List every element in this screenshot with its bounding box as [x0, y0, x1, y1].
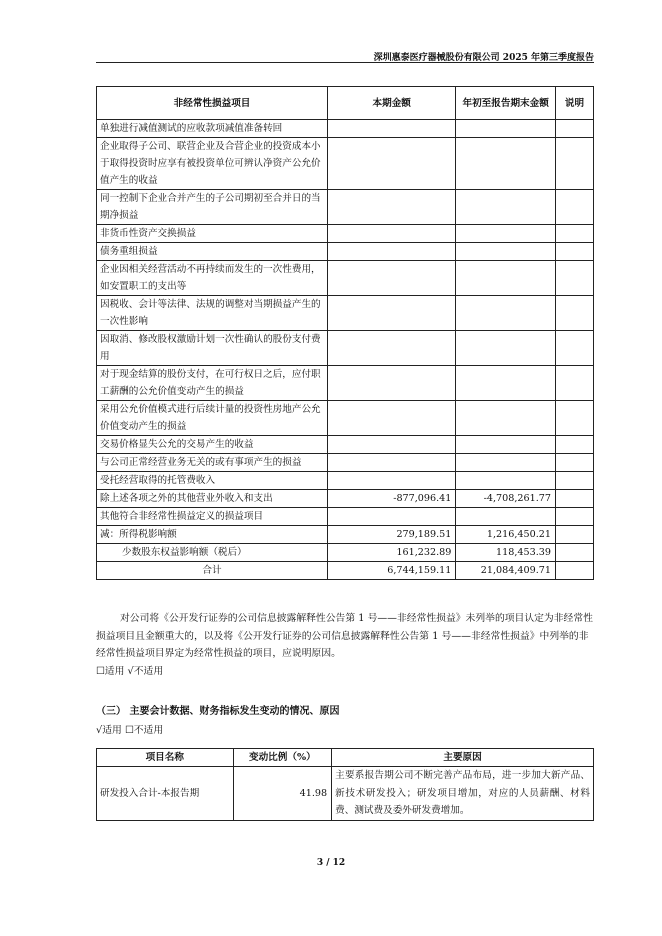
current-cell [328, 331, 456, 366]
item-cell: 除上述各项之外的其他营业外收入和支出 [97, 490, 328, 508]
current-cell [328, 366, 456, 401]
table-row [97, 243, 594, 261]
table-row [97, 767, 594, 821]
applicability-note: ☐适用 √不适用 [96, 666, 164, 677]
column-header-current: 本期金额 [328, 87, 456, 120]
ytd-cell [456, 120, 556, 138]
item-cell: 受托经营取得的托管费收入 [97, 472, 328, 490]
table-row [97, 296, 594, 331]
table-header-row [97, 87, 594, 120]
section-title: （三） 主要会计数据、财务指标发生变动的情况、原因 [96, 706, 340, 717]
page-number: 3 / 12 [316, 858, 346, 868]
item-cell: 非货币性资产交换损益 [97, 225, 328, 243]
column-header-item: 非经常性损益项目 [97, 87, 328, 120]
ytd-cell [456, 225, 556, 243]
ytd-cell [456, 401, 556, 436]
table-row [97, 526, 594, 544]
table-row [97, 401, 594, 436]
note-cell [555, 190, 593, 225]
current-cell [328, 261, 456, 296]
section-applicability: √适用 ☐不适用 [96, 725, 164, 736]
table-row [97, 225, 594, 243]
note-cell [555, 120, 593, 138]
item-cell: 因税收、会计等法律、法规的调整对当期损益产生的一次性影响 [97, 296, 328, 331]
current-cell [328, 243, 456, 261]
current-cell [328, 472, 456, 490]
item-cell: 与公司正常经营业务无关的或有事项产生的损益 [97, 454, 328, 472]
table-header-row [97, 749, 594, 767]
ytd-cell [456, 366, 556, 401]
ytd-cell [456, 243, 556, 261]
name-cell: 研发投入合计-本报告期 [97, 767, 234, 821]
ratio-cell: 41.98 [233, 767, 332, 821]
note-cell [555, 331, 593, 366]
item-cell: 债务重组损益 [97, 243, 328, 261]
current-cell [328, 508, 456, 526]
table-row [97, 454, 594, 472]
note-cell [555, 562, 593, 580]
table-row [97, 508, 594, 526]
ytd-cell [456, 508, 556, 526]
current-cell: 6,744,159.11 [328, 562, 456, 580]
current-cell [328, 296, 456, 331]
item-cell: 交易价格显失公允的交易产生的收益 [97, 436, 328, 454]
table-row [97, 366, 594, 401]
item-cell: 减：所得税影响额 [97, 526, 328, 544]
note-cell [555, 138, 593, 190]
table-row [97, 472, 594, 490]
note-cell [555, 544, 593, 562]
item-cell: 对于现金结算的股份支付，在可行权日之后，应付职工薪酬的公允价值变动产生的损益 [97, 366, 328, 401]
ytd-cell [456, 138, 556, 190]
column-header-reason: 主要原因 [332, 749, 594, 767]
table-row [97, 544, 594, 562]
ytd-cell [456, 261, 556, 296]
ytd-cell [456, 331, 556, 366]
current-cell [328, 225, 456, 243]
ytd-cell: 1,216,450.21 [456, 526, 556, 544]
table-row [97, 190, 594, 225]
page-header: 深圳惠泰医疗器械股份有限公司 2025 年第三季度报告 [373, 53, 594, 63]
table-row [97, 331, 594, 366]
table-row [97, 138, 594, 190]
item-cell: 同一控制下企业合并产生的子公司期初至合并日的当期净损益 [97, 190, 328, 225]
current-cell: 279,189.51 [328, 526, 456, 544]
item-cell: 少数股东权益影响额（税后） [97, 544, 328, 562]
ytd-cell: -4,708,261.77 [456, 490, 556, 508]
current-cell: -877,096.41 [328, 490, 456, 508]
total-row [97, 562, 594, 580]
ytd-cell [456, 472, 556, 490]
reason-cell: 主要系报告期公司不断完善产品布局，进一步加大新产品、新技术研发投入；研发项目增加，对应的人员薪酬、材料费、测试费及委外研发费增加。 [332, 767, 594, 821]
header-divider [96, 62, 594, 63]
explanation-paragraph: 对公司将《公开发行证券的公司信息披露解释性公告第 1 号——非经常性损益》未列举的项目认定为非经常性损益项目且金额重大的，以及将《公开发行证券的公司信息披露解释性公告第 1 号——非经常性损益》中列举的非经常性损益项目界定为经常性损益的项目，应说明原因。 [96, 613, 593, 659]
item-cell: 单独进行减值测试的应收款项减值准备转回 [97, 120, 328, 138]
note-cell [555, 490, 593, 508]
current-cell [328, 436, 456, 454]
note-cell [555, 508, 593, 526]
table-row [97, 436, 594, 454]
item-cell: 其他符合非经常性损益定义的损益项目 [97, 508, 328, 526]
non-recurring-items-table [96, 86, 594, 580]
ytd-cell: 118,453.39 [456, 544, 556, 562]
table-row [97, 261, 594, 296]
current-cell [328, 401, 456, 436]
current-cell [328, 138, 456, 190]
note-cell [555, 261, 593, 296]
current-cell: 161,232.89 [328, 544, 456, 562]
column-header-ytd: 年初至报告期末金额 [456, 87, 556, 120]
ytd-cell [456, 436, 556, 454]
item-cell: 因取消、修改股权激励计划一次性确认的股份支付费用 [97, 331, 328, 366]
note-cell [555, 454, 593, 472]
note-cell [555, 526, 593, 544]
note-cell [555, 436, 593, 454]
column-header-ratio: 变动比例（%） [233, 749, 332, 767]
item-cell: 采用公允价值模式进行后续计量的投资性房地产公允价值变动产生的损益 [97, 401, 328, 436]
item-cell: 合计 [97, 562, 328, 580]
current-cell [328, 454, 456, 472]
note-cell [555, 401, 593, 436]
table-row [97, 120, 594, 138]
ytd-cell [456, 454, 556, 472]
note-cell [555, 472, 593, 490]
note-cell [555, 296, 593, 331]
current-cell [328, 120, 456, 138]
column-header-name: 项目名称 [97, 749, 234, 767]
note-cell [555, 243, 593, 261]
ytd-cell [456, 190, 556, 225]
current-cell [328, 190, 456, 225]
column-header-note: 说明 [555, 87, 593, 120]
item-cell: 企业因相关经营活动不再持续而发生的一次性费用，如安置职工的支出等 [97, 261, 328, 296]
table-row [97, 490, 594, 508]
change-reasons-table [96, 748, 594, 821]
ytd-cell [456, 296, 556, 331]
note-cell [555, 225, 593, 243]
note-cell [555, 366, 593, 401]
ytd-cell: 21,084,409.71 [456, 562, 556, 580]
item-cell: 企业取得子公司、联营企业及合营企业的投资成本小于取得投资时应享有被投资单位可辨认净资产公允价值产生的收益 [97, 138, 328, 190]
